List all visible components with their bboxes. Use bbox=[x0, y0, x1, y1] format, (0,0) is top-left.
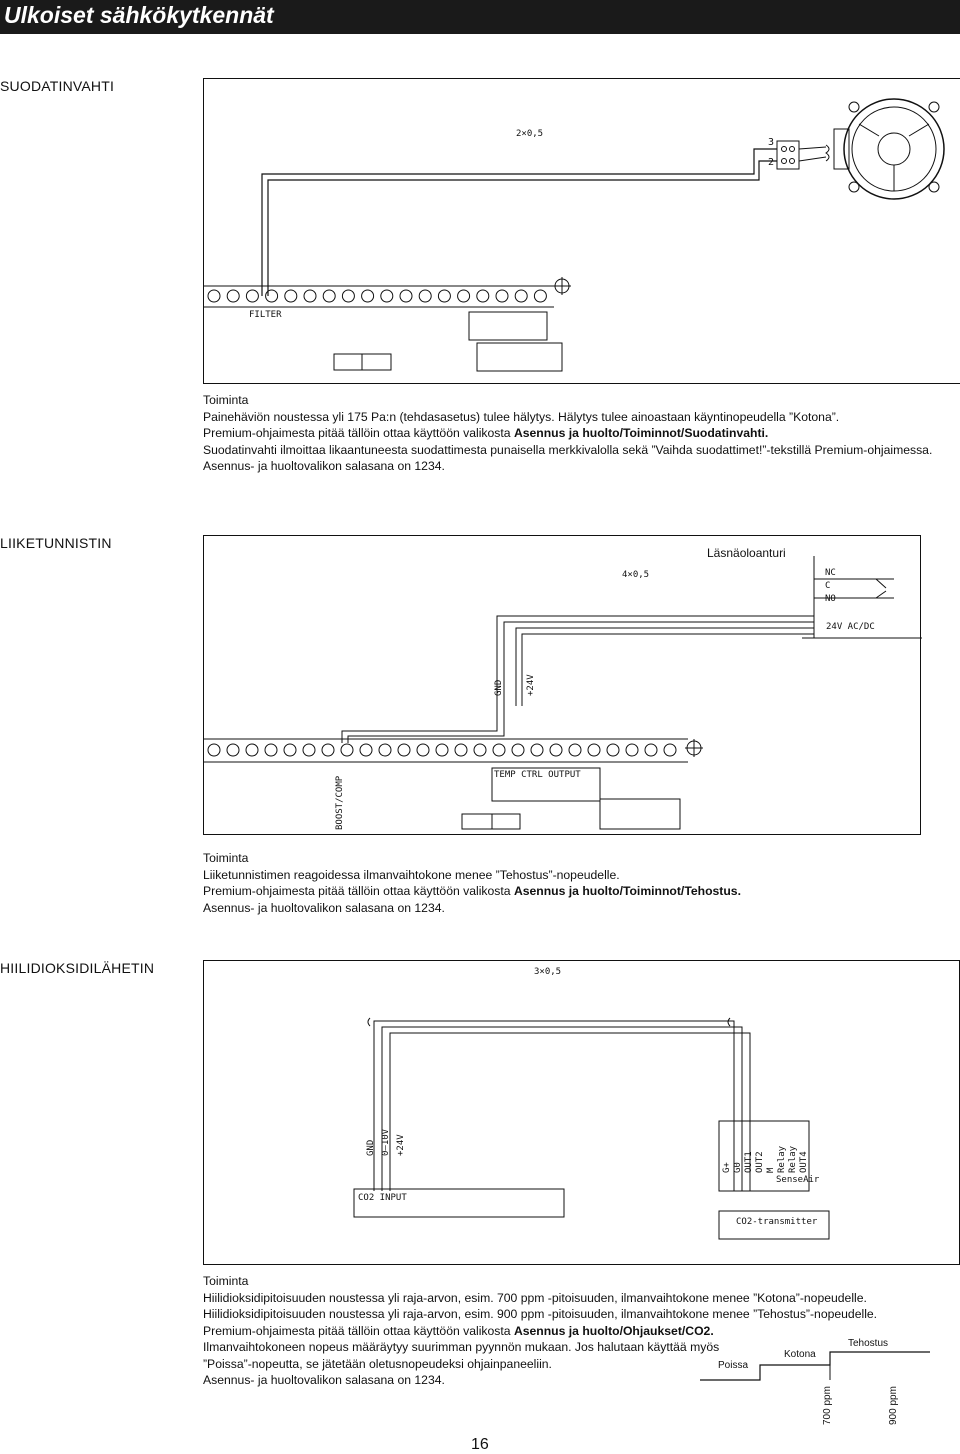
terminal bbox=[569, 744, 581, 756]
co2-text-line3: Premium-ohjaimesta pitää tällöin ottaa käyttöön valikosta Asennus ja huolto/Ohjaukset/CO2. bbox=[203, 1323, 714, 1338]
filter-cable-label: 2×0,5 bbox=[516, 129, 544, 139]
terminal bbox=[438, 290, 450, 302]
co2-pin-label: Relay bbox=[788, 1145, 798, 1173]
terminal bbox=[208, 744, 220, 756]
terminal bbox=[208, 290, 220, 302]
boost-label: BOOST/COMP bbox=[335, 775, 345, 830]
motion-diagram bbox=[203, 535, 921, 835]
terminal bbox=[381, 290, 393, 302]
terminal bbox=[360, 744, 372, 756]
terminal bbox=[246, 290, 258, 302]
terminal bbox=[550, 744, 562, 756]
plus24-label: +24V bbox=[526, 674, 536, 696]
section-heading-co2: HIILIDIOKSIDILÄHETIN bbox=[0, 960, 155, 976]
filter-text bbox=[203, 392, 960, 475]
motion-text-line1: Liiketunnistimen reagoidessa ilmanvaihtokone menee ”Tehostus”-nopeudelle. bbox=[203, 867, 620, 882]
power-label: 24V AC/DC bbox=[826, 622, 875, 632]
terminal bbox=[419, 290, 431, 302]
co2-gnd-label: GND bbox=[366, 1139, 376, 1156]
terminal bbox=[342, 290, 354, 302]
filter-diagram bbox=[203, 78, 960, 384]
co2-diagram bbox=[203, 960, 960, 1265]
terminal bbox=[534, 290, 546, 302]
co2-010v-label: 0–10V bbox=[381, 1128, 391, 1156]
co2-text-line2: Hiilidioksidipitoisuuden noustessa yli raja-arvon, esim. 900 ppm -pitoisuuden, ilmanvaihtokone menee ”Tehostus”-nopeudelle. bbox=[203, 1307, 878, 1321]
filter-pin-3: 3 bbox=[768, 137, 775, 148]
no-label: NO bbox=[825, 594, 836, 604]
terminal bbox=[303, 744, 315, 756]
co2-plus24-label: +24V bbox=[396, 1134, 406, 1156]
co2-pin-label: G0 bbox=[733, 1162, 743, 1173]
co2-text-line1: Hiilidioksidipitoisuuden noustessa yli raja-arvon, esim. 700 ppm -pitoisuuden, ilmanvaihtokone menee ”Kotona”-nopeudelle. bbox=[203, 1290, 867, 1305]
terminal bbox=[496, 290, 508, 302]
co2-text-line4: Ilmanvaihtokoneen nopeus määräytyy suurimman pyynnön mukaan. Jos halutaan käyttää myös bbox=[203, 1340, 720, 1354]
terminal bbox=[323, 290, 335, 302]
motion-cable-label: 4×0,5 bbox=[622, 570, 650, 580]
terminal bbox=[227, 290, 239, 302]
c-label: C bbox=[825, 581, 831, 591]
filter-board-label: FILTER bbox=[249, 310, 282, 320]
co2-input-label: CO2 INPUT bbox=[358, 1193, 407, 1203]
filter-text-line3: Suodatinvahti ilmoittaa likaantuneesta suodattimesta punaisella merkkivalolla sekä ”Vaihda suodattimet!”-tekstillä Premium-ohjaimessa. bbox=[203, 442, 933, 457]
terminal bbox=[477, 290, 489, 302]
senseair-label: SenseAir bbox=[776, 1175, 820, 1185]
level-tehostus: Tehostus bbox=[848, 1338, 889, 1349]
terminal bbox=[588, 744, 600, 756]
co2-wiring bbox=[204, 961, 960, 1266]
terminal bbox=[417, 744, 429, 756]
co2-pin-label: OUT4 bbox=[799, 1151, 809, 1173]
terminal bbox=[265, 744, 277, 756]
filter-wiring bbox=[204, 79, 960, 385]
terminal bbox=[436, 744, 448, 756]
terminal bbox=[362, 290, 374, 302]
terminal bbox=[512, 744, 524, 756]
co2-pin-label: G+ bbox=[722, 1162, 732, 1173]
motion-text-line2: Premium-ohjaimesta pitää tällöin ottaa käyttöön valikosta Asennus ja huolto/Toiminnot/Tehostus. bbox=[203, 884, 741, 898]
page-title: Ulkoiset sähkökytkennät bbox=[0, 0, 960, 34]
filter-pin-2: 2 bbox=[768, 157, 775, 168]
terminal bbox=[341, 744, 353, 756]
terminal bbox=[458, 290, 470, 302]
section-heading-motion: LIIKETUNNISTIN bbox=[0, 535, 112, 551]
motion-text-heading: Toiminta bbox=[203, 851, 249, 865]
motion-text bbox=[203, 850, 960, 916]
terminal bbox=[284, 744, 296, 756]
co2-text-heading: Toiminta bbox=[203, 1274, 249, 1288]
filter-text-heading: Toiminta bbox=[203, 393, 249, 407]
co2-pin-label: OUT2 bbox=[755, 1151, 765, 1173]
motion-wiring bbox=[204, 536, 922, 836]
level-kotona: Kotona bbox=[784, 1349, 816, 1360]
nc-label: NC bbox=[825, 568, 836, 578]
terminal bbox=[398, 744, 410, 756]
sensor-label: Läsnäoloanturi bbox=[707, 546, 786, 560]
level-poissa: Poissa bbox=[718, 1360, 749, 1371]
terminal bbox=[607, 744, 619, 756]
co2-pin-label: OUT1 bbox=[744, 1151, 754, 1173]
terminal bbox=[379, 744, 391, 756]
co2-cable-label: 3×0,5 bbox=[534, 967, 562, 977]
terminal bbox=[531, 744, 543, 756]
terminal bbox=[322, 744, 334, 756]
terminal bbox=[455, 744, 467, 756]
threshold-900: 900 ppm bbox=[888, 1386, 899, 1425]
terminal bbox=[645, 744, 657, 756]
co2-text-line5: ”Poissa”-nopeutta, se jätetään oletusnopeudeksi ohjainpaneeliin. bbox=[203, 1356, 552, 1371]
filter-text-line4: Asennus- ja huoltovalikon salasana on 1234. bbox=[203, 459, 445, 473]
terminal bbox=[285, 290, 297, 302]
co2-text-line6: Asennus- ja huoltovalikon salasana on 1234. bbox=[203, 1373, 445, 1387]
filter-text-line2: Premium-ohjaimesta pitää tällöin ottaa käyttöön valikosta Asennus ja huolto/Toiminnot/Suodatinvahti. bbox=[203, 426, 769, 440]
gnd-label: GND bbox=[494, 679, 504, 696]
co2-pin-label: M bbox=[766, 1167, 776, 1173]
threshold-700: 700 ppm bbox=[822, 1386, 833, 1425]
motion-text-line3: Asennus- ja huoltovalikon salasana on 1234. bbox=[203, 900, 445, 915]
co2-pin-label: Relay bbox=[777, 1145, 787, 1173]
terminal bbox=[266, 290, 278, 302]
terminal bbox=[474, 744, 486, 756]
terminal bbox=[664, 744, 676, 756]
terminal bbox=[626, 744, 638, 756]
terminal bbox=[400, 290, 412, 302]
transmitter-label: CO2-transmitter bbox=[736, 1217, 818, 1227]
terminal bbox=[515, 290, 527, 302]
terminal bbox=[304, 290, 316, 302]
terminal bbox=[246, 744, 258, 756]
temp-ctrl-label: TEMP CTRL OUTPUT bbox=[494, 770, 581, 780]
page-number: 16 bbox=[471, 1436, 489, 1453]
terminal bbox=[227, 744, 239, 756]
terminal bbox=[493, 744, 505, 756]
filter-text-line1: Painehäviön noustessa yli 175 Pa:n (tehdasasetus) tulee hälytys. Hälytys tulee ainoastaan käyntinopeudella ”Kotona”. bbox=[203, 409, 840, 424]
section-heading-filter: SUODATINVAHTI bbox=[0, 78, 115, 94]
